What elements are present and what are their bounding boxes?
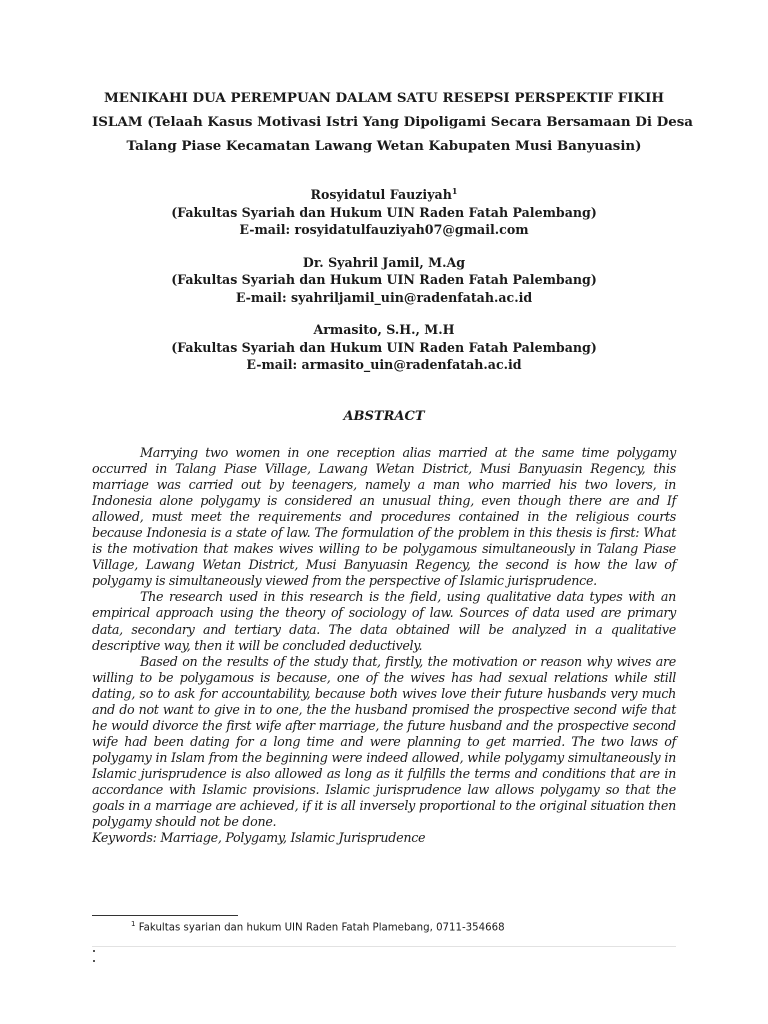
footnote <box>131 920 505 933</box>
author-name: Rosyidatul Fauziyah <box>310 187 452 202</box>
title-line-3: Talang Piase Kecamatan Lawang Wetan Kabupaten Musi Banyuasin) <box>126 138 642 154</box>
page-marker-dot <box>93 960 95 962</box>
footnote-rule <box>92 915 238 916</box>
author-email: E-mail: rosyidatulfauziyah07@gmail.com <box>239 222 529 237</box>
author-affiliation: (Fakultas Syariah dan Hukum UIN Raden Fatah Palembang) <box>171 339 597 355</box>
footnote-mark[interactable]: 1 <box>451 185 458 196</box>
abstract-body <box>92 445 676 846</box>
author-email: E-mail: armasito_uin@radenfatah.ac.id <box>246 357 522 372</box>
author-block <box>92 254 676 307</box>
author-list <box>92 186 676 389</box>
title-line-2: ISLAM (Telaah Kasus Motivasi Istri Yang Dipoligami Secara Bersamaan Di Desa <box>92 114 693 130</box>
author-affiliation: (Fakultas Syariah dan Hukum UIN Raden Fatah Palembang) <box>171 204 597 220</box>
footnote-number: 1 <box>131 920 136 928</box>
footnote-text: Fakultas syarian dan hukum UIN Raden Fatah Plamebang, 0711-354668 <box>138 922 505 934</box>
keywords-line: Keywords: Marriage, Polygamy, Islamic Jurisprudence <box>92 830 426 846</box>
abstract-paragraph: Based on the results of the study that, firstly, the motivation or reason why wives are willing to be polygamous is because, one of the wives has had sexual relations while still dating, so to ask for accountability, because both wives love their future husbands very much and do not want to give in to one, the the husband promised the prospective second wife that he would divorce the first wife after marriage, the future husband and the prospective second wife had been dating for a long time and were planning to get married. The two laws of polygamy in Islam from the beginning were indeed allowed, while polygamy simultaneously in Islamic jurisprudence is also allowed as long as it fulfills the terms and conditions that are in accordance with Islamic provisions. Islamic jurisprudence law allows polygamy so that the goals in a marriage are achieved, if it is all inversely proportional to the original situation then polygamy should not be done. <box>92 653 676 830</box>
author-block <box>92 321 676 374</box>
author-email: E-mail: syahriljamil_uin@radenfatah.ac.id <box>235 289 533 305</box>
author-name: Dr. Syahril Jamil, M.Ag <box>302 254 466 270</box>
author-name: Armasito, S.H., M.H <box>313 322 455 337</box>
author-block <box>92 186 676 239</box>
page-marker-dot <box>93 950 95 952</box>
paper-title <box>92 86 693 158</box>
page-separator <box>92 946 676 947</box>
author-name-line <box>92 186 676 204</box>
abstract-paragraph: Marrying two women in one reception alias married at the same time polygamy occurred in Talang Piase Village, Lawang Wetan District, Musi Banyuasin Regency, this marriage was carried out by teenagers, namely a man who married his two lovers, in Indonesia alone polygamy is considered an unusual thing, even though there are and If allowed, must meet the requirements and procedures contained in the religious courts because Indonesia is a state of law. The formulation of the problem in this thesis is first: What is the motivation that makes wives willing to be polygamous simultaneously in Talang Piase Village, Lawang Wetan District, Musi Banyuasin Regency, the second is how the law of polygamy is simultaneously viewed from the perspective of Islamic jurisprudence. <box>92 445 676 589</box>
title-line-1: MENIKAHI DUA PEREMPUAN DALAM SATU RESEPSI PERSPEKTIF FIKIH <box>103 90 665 106</box>
abstract-heading: ABSTRACT <box>343 409 425 424</box>
abstract-paragraph: The research used in this research is the field, using qualitative data types with an empirical approach using the theory of sociology of law. Sources of data used are primary data, secondary and tertiary data. The data obtained will be analyzed in a qualitative descriptive way, then it will be concluded deductively. <box>92 589 676 653</box>
author-affiliation: (Fakultas Syariah dan Hukum UIN Raden Fatah Palembang) <box>171 272 597 287</box>
